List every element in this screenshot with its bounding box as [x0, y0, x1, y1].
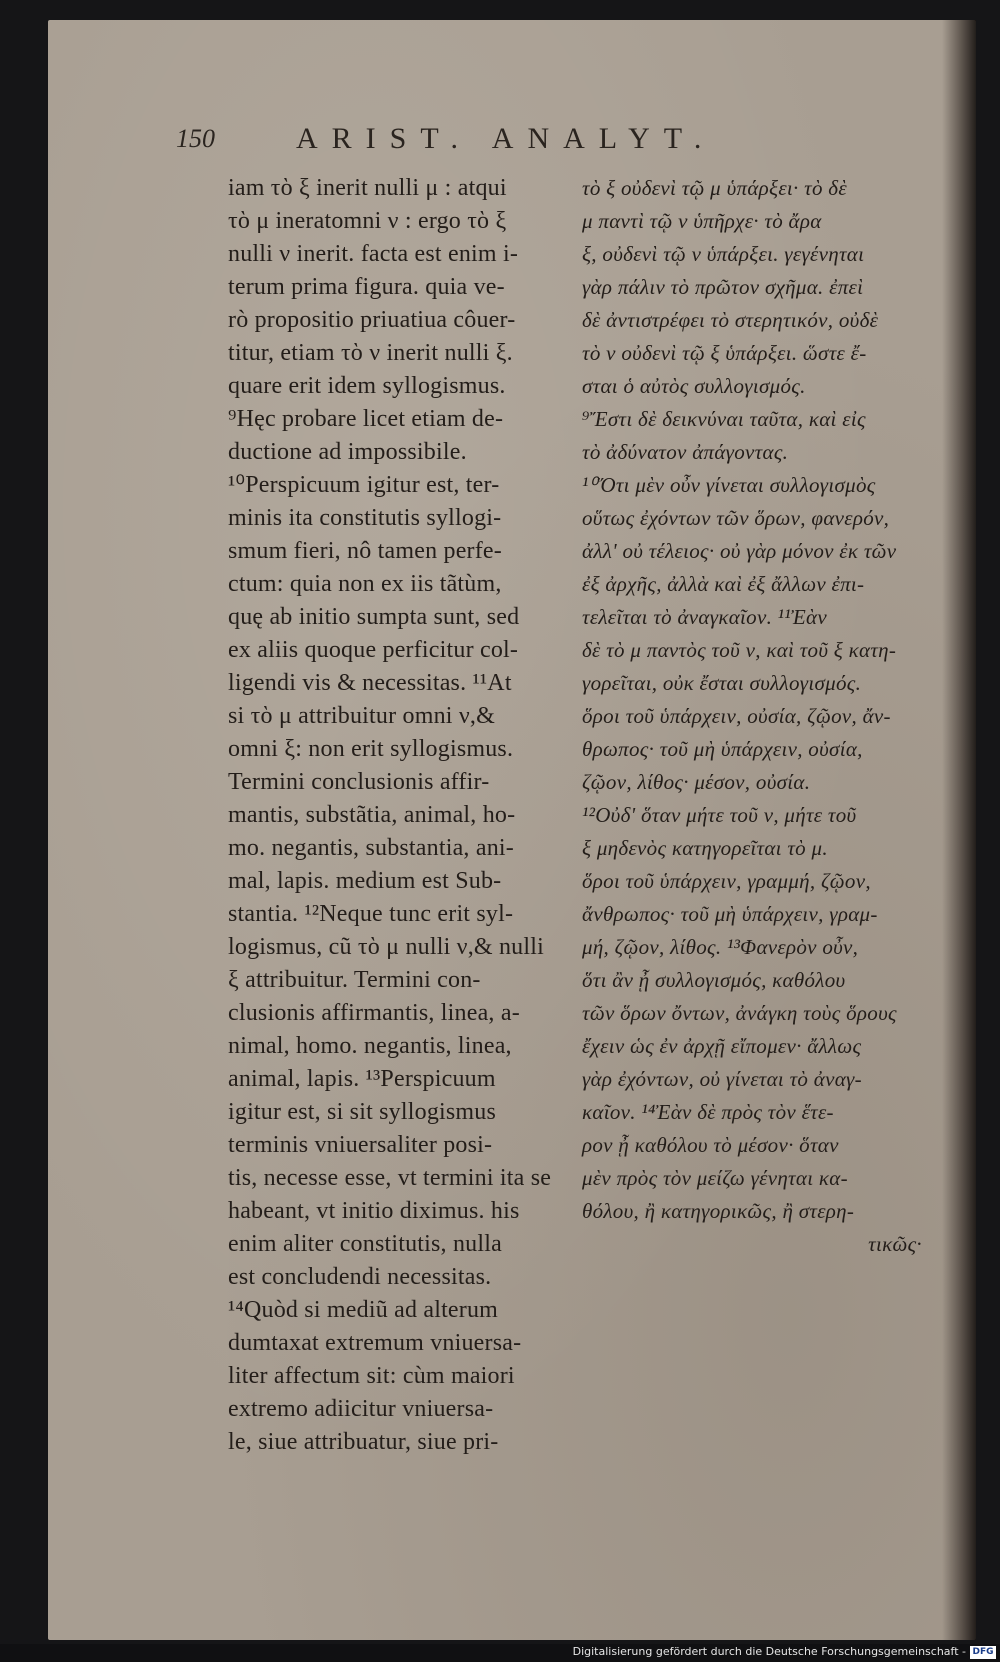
text-line: γὰρ πάλιν τὸ πρῶτον σχῆμα. ἐπεὶ: [582, 275, 864, 299]
text-line: habeant, vt initio diximus. his: [228, 1198, 520, 1224]
footer-bar: [0, 1644, 1000, 1662]
text-line: si τὸ μ attribuitur omni ν,&: [228, 703, 495, 729]
text-line: iam τὸ ξ inerit nulli μ : atqui: [228, 175, 507, 201]
text-line: ἐξ ἀρχῆς, ἀλλὰ καὶ ἐξ ἄλλων ἐπι-: [582, 572, 865, 596]
text-line: mal, lapis. medium est Sub-: [228, 868, 502, 894]
text-line: μὲν πρὸς τὸν μείζω γένηται κα-: [582, 1166, 848, 1190]
text-line: liter affectum sit: cùm maiori: [228, 1363, 515, 1389]
text-line: omni ξ: non erit syllogismus.: [228, 736, 514, 762]
text-line: ductione ad impossibile.: [228, 439, 467, 465]
text-line: nimal, homo. negantis, linea,: [228, 1033, 512, 1059]
greek-text-column: [582, 172, 922, 1261]
text-line: clusionis affirmantis, linea, a-: [228, 1000, 520, 1026]
text-line: τικῶς·: [868, 1232, 922, 1256]
text-line: mo. negantis, substantia, ani-: [228, 835, 514, 861]
text-line: δὲ ἀντιστρέφει τὸ στερητικόν, οὐδὲ: [582, 308, 879, 332]
text-line: le, siue attribuatur, siue pri-: [228, 1429, 499, 1455]
text-line: ἔχειν ὡς ἐν ἀρχῇ εἴπομεν· ἄλλως: [582, 1034, 862, 1058]
text-line: τῶν ὅρων ὄντων, ἀνάγκη τοὺς ὅρους: [582, 1001, 897, 1025]
text-line: μ παντὶ τῷ ν ὑπῆρχε· τὸ ἄρα: [582, 209, 822, 233]
text-line: ζῷον, λίθος· μέσον, οὐσία.: [582, 770, 811, 794]
text-line: γὰρ ἐχόντων, οὐ γίνεται τὸ ἀναγ-: [582, 1067, 862, 1091]
text-line: ὅροι τοῦ ὑπάρχειν, γραμμή, ζῷον,: [582, 869, 871, 893]
text-line: τὸ ἀδύνατον ἀπάγοντας.: [582, 440, 789, 464]
text-line: μή, ζῷον, λίθος. ¹³Φανερὸν οὖν,: [582, 935, 859, 959]
dfg-logo: DFG: [970, 1646, 996, 1659]
text-line: τελεῖται τὸ ἀναγκαῖον. ¹¹Ἐὰν: [582, 605, 827, 629]
text-line: minis ita constitutis syllogi-: [228, 505, 502, 531]
text-line: nulli ν inerit. facta est enim i-: [228, 241, 519, 267]
text-line: ξ attribuitur. Termini con-: [228, 967, 481, 993]
text-line: est concludendi necessitas.: [228, 1264, 492, 1290]
text-line: ¹⁰Perspicuum igitur est, ter-: [228, 472, 500, 498]
text-line: ⁹Hęc probare licet etiam de-: [228, 406, 504, 432]
text-line: θόλου, ἢ κατηγορικῶς, ἢ στερη-: [582, 1199, 855, 1223]
text-line: smum fieri, nô tamen perfe-: [228, 538, 502, 564]
text-line: extremo adiicitur vniuersa-: [228, 1396, 494, 1422]
text-line: ὅτι ἂν ᾖ συλλογισμός, καθόλου: [582, 968, 846, 992]
text-line: terminis vniuersaliter posi-: [228, 1132, 493, 1158]
text-line: igitur est, si sit syllogismus: [228, 1099, 497, 1125]
text-line: ρον ᾖ καθόλου τὸ μέσον· ὅταν: [582, 1133, 839, 1157]
text-line: titur, etiam τὸ ν inerit nulli ξ.: [228, 340, 513, 366]
text-line: τὸ μ ineratomni ν : ergo τὸ ξ: [228, 208, 507, 234]
text-line: ¹²Οὐδ' ὅταν μήτε τοῦ ν, μήτε τοῦ: [582, 803, 857, 827]
latin-text-column: [228, 172, 584, 1459]
text-line: stantia. ¹²Neque tunc erit syl-: [228, 901, 514, 927]
text-line: γορεῖται, οὐκ ἔσται συλλογισμός.: [582, 671, 862, 695]
text-line: ἀλλ' οὐ τέλειος· οὐ γὰρ μόνον ἐκ τῶν: [582, 539, 897, 563]
text-line: mantis, substãtia, animal, ho-: [228, 802, 516, 828]
text-line: τὸ ξ οὐδενὶ τῷ μ ὑπάρξει· τὸ δὲ: [582, 176, 847, 200]
text-line: enim aliter constitutis, nulla: [228, 1231, 502, 1257]
text-line: Termini conclusionis affir-: [228, 769, 490, 795]
text-line: σται ὁ αὐτὸς συλλογισμός.: [582, 374, 806, 398]
page-number: 150: [176, 124, 215, 153]
text-line: ⁹Ἔστι δὲ δεικνύναι ταῦτα, καὶ εἰς: [582, 407, 866, 431]
text-line: ¹⁰Ὅτι μὲν οὖν γίνεται συλλογισμὸς: [582, 473, 876, 497]
text-line: ὅροι τοῦ ὑπάρχειν, οὐσία, ζῷον, ἄν-: [582, 704, 891, 728]
text-line: ex aliis quoque perficitur col-: [228, 637, 519, 663]
text-line: ξ, οὐδενὶ τῷ ν ὑπάρξει. γεγένηται: [582, 242, 865, 266]
footer-credit: Digitalisierung gefördert durch die Deutsche Forschungsgemeinschaft -: [572, 1645, 966, 1658]
text-line: δὲ τὸ μ παντὸς τοῦ ν, καὶ τοῦ ξ κατη-: [582, 638, 897, 662]
text-line: ctum: quia non ex iis tãtùm,: [228, 571, 502, 597]
text-line: οὕτως ἐχόντων τῶν ὅρων, φανερόν,: [582, 506, 890, 530]
text-line: ¹⁴Quòd si mediũ ad alterum: [228, 1297, 499, 1323]
text-line: θρωπος· τοῦ μὴ ὑπάρχειν, οὐσία,: [582, 737, 863, 761]
text-line: ἄνθρωπος· τοῦ μὴ ὑπάρχειν, γραμ-: [582, 902, 878, 926]
text-line: ligendi vis & necessitas. ¹¹At: [228, 670, 512, 696]
text-line: τὸ ν οὐδενὶ τῷ ξ ὑπάρξει. ὥστε ἔ-: [582, 341, 867, 365]
running-head: [176, 124, 816, 164]
text-line: dumtaxat extremum vniuersa-: [228, 1330, 522, 1356]
text-line: quare erit idem syllogismus.: [228, 373, 506, 399]
text-line: logismus, cũ τὸ μ nulli ν,& nulli: [228, 934, 544, 960]
text-line: rò propositio priuatiua côuer-: [228, 307, 516, 333]
text-line: animal, lapis. ¹³Perspicuum: [228, 1066, 496, 1092]
text-line: tis, necesse esse, vt termini ita se: [228, 1165, 552, 1191]
text-line: quę ab initio sumpta sunt, sed: [228, 604, 520, 630]
page-gutter-shadow: [942, 20, 976, 1640]
text-line: καῖον. ¹⁴Ἐὰν δὲ πρὸς τὸν ἕτε-: [582, 1100, 834, 1124]
text-line: ξ μηδενὸς κατηγορεῖται τὸ μ.: [582, 836, 828, 860]
header-title: ARIST. ANALYT.: [296, 122, 716, 155]
text-line: terum prima figura. quia ve-: [228, 274, 505, 300]
